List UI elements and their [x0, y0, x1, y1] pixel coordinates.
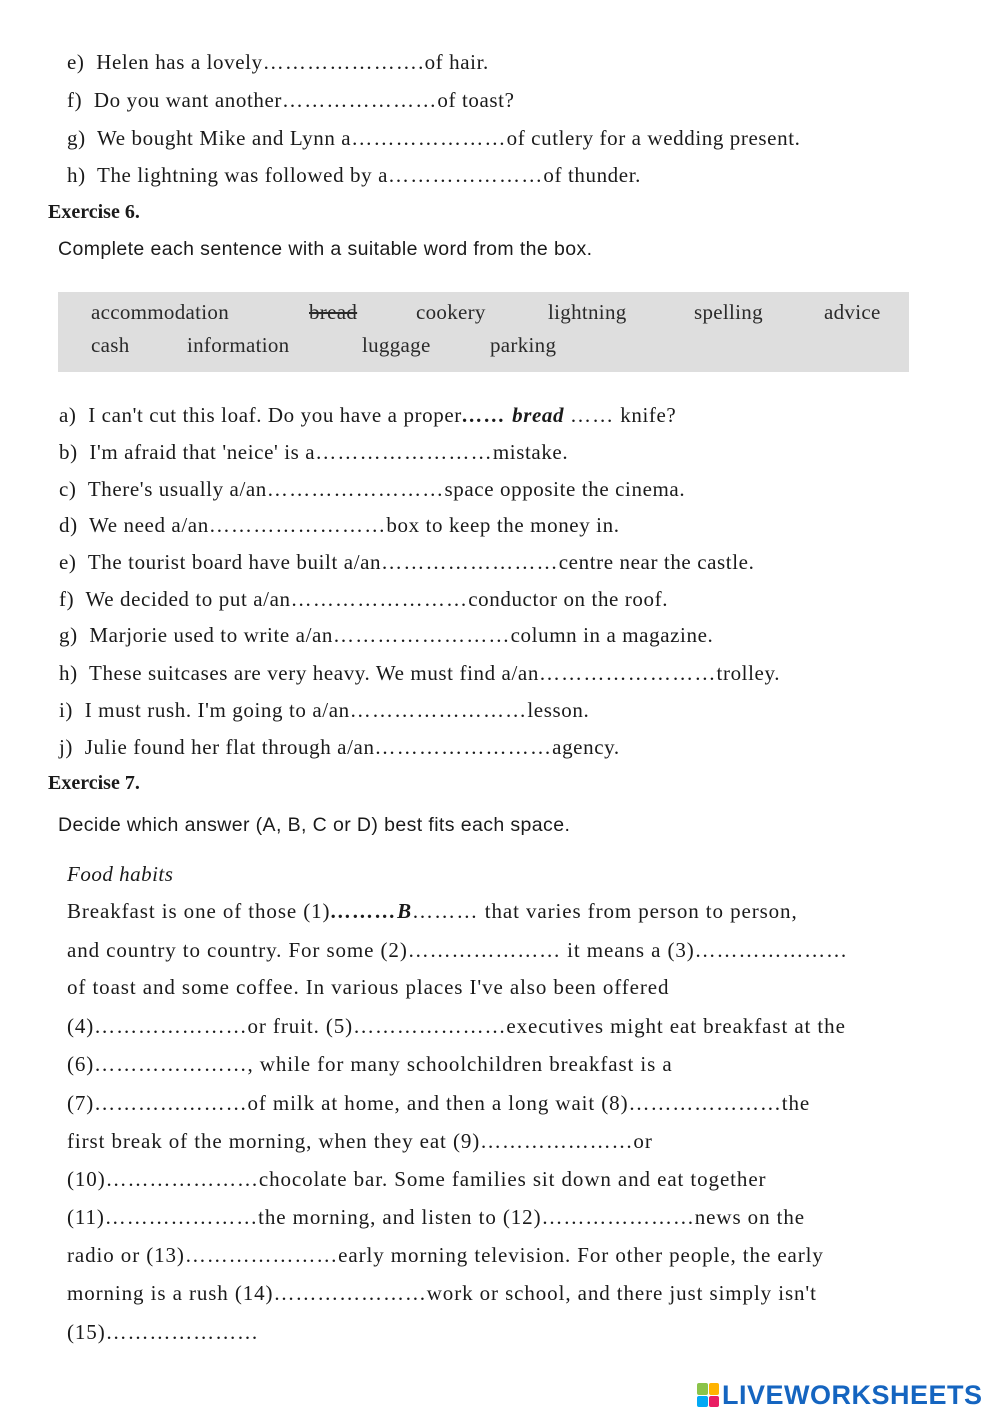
answer-blank[interactable]: ……………………: [538, 661, 717, 685]
box-word: cookery: [416, 300, 486, 324]
top-item-h: h) The lightning was followed by a…………………of thunder.: [67, 163, 641, 187]
passage-line: (11)…………………the morning, and listen to (12)…………………news on the: [67, 1205, 805, 1229]
item-label: g): [67, 126, 86, 150]
answer-blank[interactable]: ……………………: [266, 477, 445, 501]
top-item-e: e) Helen has a lovely………………….of hair.: [67, 50, 489, 74]
exercise-7-heading: Exercise 7.: [48, 772, 140, 794]
box-word: parking: [490, 333, 557, 357]
item-label: e): [59, 550, 77, 574]
passage-line: (4)…………………or fruit. (5)…………………executives might eat breakfast at the: [67, 1014, 846, 1038]
answer-filled[interactable]: bread: [512, 403, 565, 427]
top-item-f: f) Do you want another…………………of toast?: [67, 88, 515, 112]
top-item-g: g) We bought Mike and Lynn a…………………of cutlery for a wedding present.: [67, 126, 801, 150]
answer-blank[interactable]: ……………………: [349, 698, 528, 722]
answer-blank[interactable]: …………………: [388, 163, 544, 187]
answer-blank[interactable]: ……………………: [374, 735, 553, 759]
item-label: g): [59, 623, 78, 647]
passage-line: (7)…………………of milk at home, and then a long wait (8)…………………the: [67, 1091, 811, 1115]
ex6-item-f: f) We decided to put a/an……………………conductor on the roof.: [59, 587, 669, 611]
answer-blank[interactable]: ……………………: [290, 587, 469, 611]
box-word: luggage: [362, 333, 431, 357]
ex6-item-b: b) I'm afraid that 'neice' is a……………………mistake.: [59, 440, 569, 464]
exercise-6-heading: Exercise 6.: [48, 201, 140, 223]
item-label: f): [67, 88, 83, 112]
passage-line-1: Breakfast is one of those (1)………B……… that varies from person to person,: [67, 899, 798, 923]
passage-line: morning is a rush (14)…………………work or school, and there just simply isn't: [67, 1281, 817, 1305]
passage-line: of toast and some coffee. In various places I've also been offered: [67, 975, 670, 999]
logo-text: LIVEWORKSHEETS: [722, 1379, 983, 1410]
passage-title: Food habits: [67, 862, 174, 886]
answer-filled[interactable]: B: [397, 899, 412, 923]
ex6-item-h: h) These suitcases are very heavy. We must find a/an……………………trolley.: [59, 661, 781, 685]
exercise-7-instruction: Decide which answer (A, B, C or D) best fits each space.: [58, 814, 571, 836]
item-label: j): [59, 735, 74, 759]
answer-blank[interactable]: ……………………: [333, 623, 511, 647]
word-box: [58, 292, 909, 372]
box-word: lightning: [548, 300, 627, 324]
item-label: d): [59, 513, 78, 537]
ex6-item-d: d) We need a/an……………………box to keep the money in.: [59, 513, 620, 537]
ex6-item-j: j) Julie found her flat through a/an……………………agency.: [59, 735, 620, 759]
answer-blank[interactable]: ……………………: [315, 440, 493, 464]
item-label: i): [59, 698, 74, 722]
item-label: h): [59, 661, 78, 685]
exercise-6-instruction: Complete each sentence with a suitable word from the box.: [58, 238, 593, 260]
answer-blank[interactable]: …………………: [282, 88, 438, 112]
ex6-item-g: g) Marjorie used to write a/an……………………column in a magazine.: [59, 623, 714, 647]
item-label: a): [59, 403, 77, 427]
item-label: h): [67, 163, 86, 187]
answer-blank[interactable]: …………………: [351, 126, 507, 150]
box-word: spelling: [694, 300, 763, 324]
ex6-item-a: a) I can't cut this loaf. Do you have a proper…… bread …… knife?: [59, 403, 677, 427]
passage-line: radio or (13)…………………early morning television. For other people, the early: [67, 1243, 824, 1267]
passage-line: (6)…………………, while for many schoolchildren breakfast is a: [67, 1052, 673, 1076]
ex6-item-i: i) I must rush. I'm going to a/an……………………lesson.: [59, 698, 590, 722]
ex6-item-e: e) The tourist board have built a/an……………………centre near the castle.: [59, 550, 755, 574]
liveworksheets-logo-icon: [697, 1383, 719, 1407]
item-label: c): [59, 477, 77, 501]
box-word: accommodation: [91, 300, 230, 324]
liveworksheets-logo[interactable]: [697, 1378, 983, 1412]
passage-line: first break of the morning, when they eat (9)…………………or: [67, 1129, 653, 1153]
box-word-used: bread: [309, 300, 358, 324]
passage-line: (15)…………………: [67, 1320, 259, 1344]
item-label: b): [59, 440, 78, 464]
answer-blank[interactable]: ………………….: [262, 50, 425, 74]
passage-line: and country to country. For some (2)………………… it means a (3)…………………: [67, 938, 848, 962]
box-word: cash: [91, 333, 130, 357]
item-label: e): [67, 50, 85, 74]
passage-line: (10)…………………chocolate bar. Some families sit down and eat together: [67, 1167, 767, 1191]
ex6-item-c: c) There's usually a/an……………………space opposite the cinema.: [59, 477, 686, 501]
answer-blank[interactable]: ……………………: [208, 513, 387, 537]
answer-blank[interactable]: ……………………: [381, 550, 559, 574]
item-label: f): [59, 587, 75, 611]
box-word: advice: [824, 300, 881, 324]
box-word: information: [187, 333, 290, 357]
